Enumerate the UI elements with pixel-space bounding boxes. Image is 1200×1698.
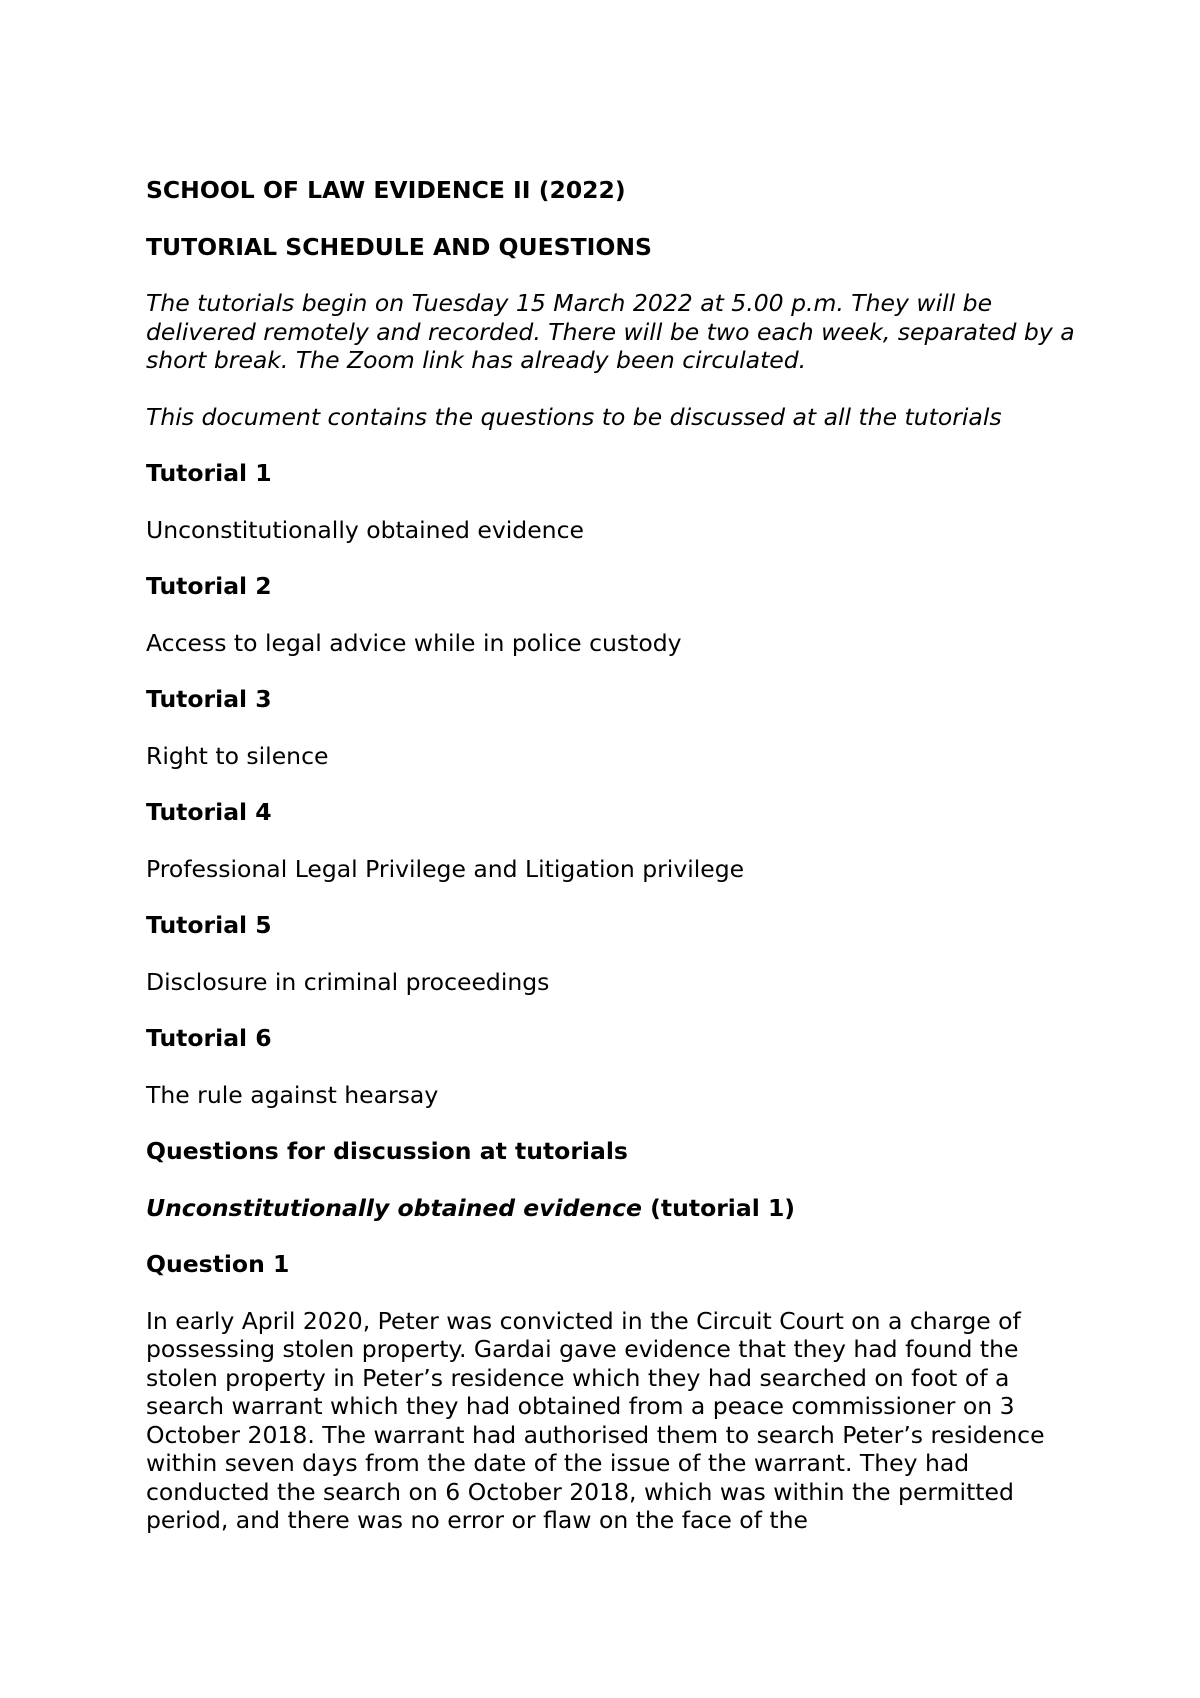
tutorial-heading-5: Tutorial 5 [146, 911, 272, 939]
tutorial-heading-1: Tutorial 1 [146, 459, 272, 487]
tutorial-topic-2: Access to legal advice while in police custody [146, 628, 682, 657]
questions-heading: Questions for discussion at tutorials [146, 1137, 628, 1165]
section-title: Unconstitutionally obtained evidence [146, 1193, 642, 1222]
tutorial-heading-2: Tutorial 2 [146, 572, 272, 600]
question-heading: Question 1 [146, 1250, 290, 1278]
tutorial-topic-6: The rule against hearsay [146, 1080, 439, 1109]
tutorial-heading-6: Tutorial 6 [146, 1024, 272, 1052]
tutorial-heading-4: Tutorial 4 [146, 798, 272, 826]
document-subtitle: TUTORIAL SCHEDULE AND QUESTIONS [146, 232, 652, 261]
intro-paragraph: The tutorials begin on Tuesday 15 March 2022 at 5.00 p.m. They will be delivered remotely and recorded. There will be two each week, separated by a short break. The Zoom link has already been circulated. [146, 289, 1075, 374]
tutorial-topic-3: Right to silence [146, 741, 329, 770]
question-text: In early April 2020, Peter was convicted in the Circuit Court on a charge of possessing stolen property. Gardai gave evidence that they had found the stolen property in Peter’s residence which they had searched on foot of a search warrant which they had obtained from a peace commissioner on 3 October 2018. The warrant had authorised them to search Peter’s residence within seven days from the date of the issue of the warrant. They had conducted the search on 6 October 2018, which was within the permitted period, and there was no error or flaw on the face of the [146, 1306, 1045, 1534]
intro-paragraph-2: This document contains the questions to be discussed at all the tutorials [146, 402, 1002, 431]
tutorial-topic-5: Disclosure in criminal proceedings [146, 967, 550, 996]
section-heading [146, 1194, 1086, 1223]
document-body [146, 176, 1086, 1563]
tutorial-topic-1: Unconstitutionally obtained evidence [146, 515, 584, 544]
tutorial-topic-4: Professional Legal Privilege and Litigation privilege [146, 854, 745, 883]
tutorial-heading-3: Tutorial 3 [146, 685, 272, 713]
section-tag: (tutorial 1) [641, 1193, 796, 1222]
document-title: SCHOOL OF LAW EVIDENCE II (2022) [146, 176, 626, 204]
